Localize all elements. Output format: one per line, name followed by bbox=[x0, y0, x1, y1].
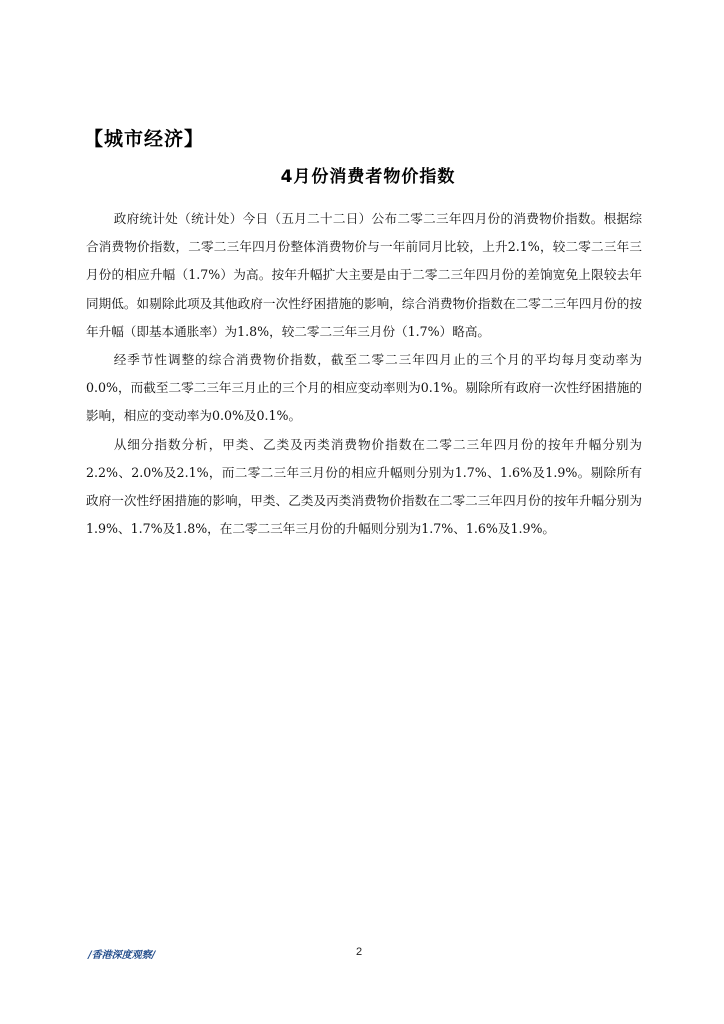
paragraph-2: 经季节性调整的综合消费物价指数，截至二零二三年四月止的三个月的平均每月变动率为0.0%，而截至二零二三年三月止的三个月的相应变动率则为0.1%。剔除所有政府一次性纾困措施的影响，相应的变动率为0.0%及0.1%。 bbox=[86, 352, 642, 424]
publication-name: /香港深度观察/ bbox=[88, 950, 156, 961]
article-title: 4月份消费者物价指数 bbox=[280, 167, 456, 187]
paragraph-3: 从细分指数分析，甲类、乙类及丙类消费物价指数在二零二三年四月份的按年升幅分别为2.2%、2.0%及2.1%，而二零二三年三月份的相应升幅则分别为1.7%、1.6%及1.9%。剔除所有政府一次性纾困措施的影响，甲类、乙类及丙类消费物价指数在二零二三年四月份的按年升幅分别为1.9%、1.7%及1.8%，在二零二三年三月份的升幅则分别为1.7%、1.6%及1.9%。 bbox=[86, 436, 642, 537]
article-body bbox=[86, 205, 642, 543]
section-tag: 【城市经济】 bbox=[84, 128, 205, 150]
paragraph-1: 政府统计处（统计处）今日（五月二十二日）公布二零二三年四月份的消费物价指数。根据综合消费物价指数，二零二三年四月份整体消费物价与一年前同月比较，上升2.1%，较二零二三年三月份的相应升幅（1.7%）为高。按年升幅扩大主要是由于二零二三年四月份的差饷宽免上限较去年同期低。如剔除此项及其他政府一次性纾困措施的影响，综合消费物价指数在二零二三年四月份的按年升幅（即基本通胀率）为1.8%，较二零二三年三月份（1.7%）略高。 bbox=[86, 211, 642, 339]
page-number: 2 bbox=[356, 946, 363, 958]
